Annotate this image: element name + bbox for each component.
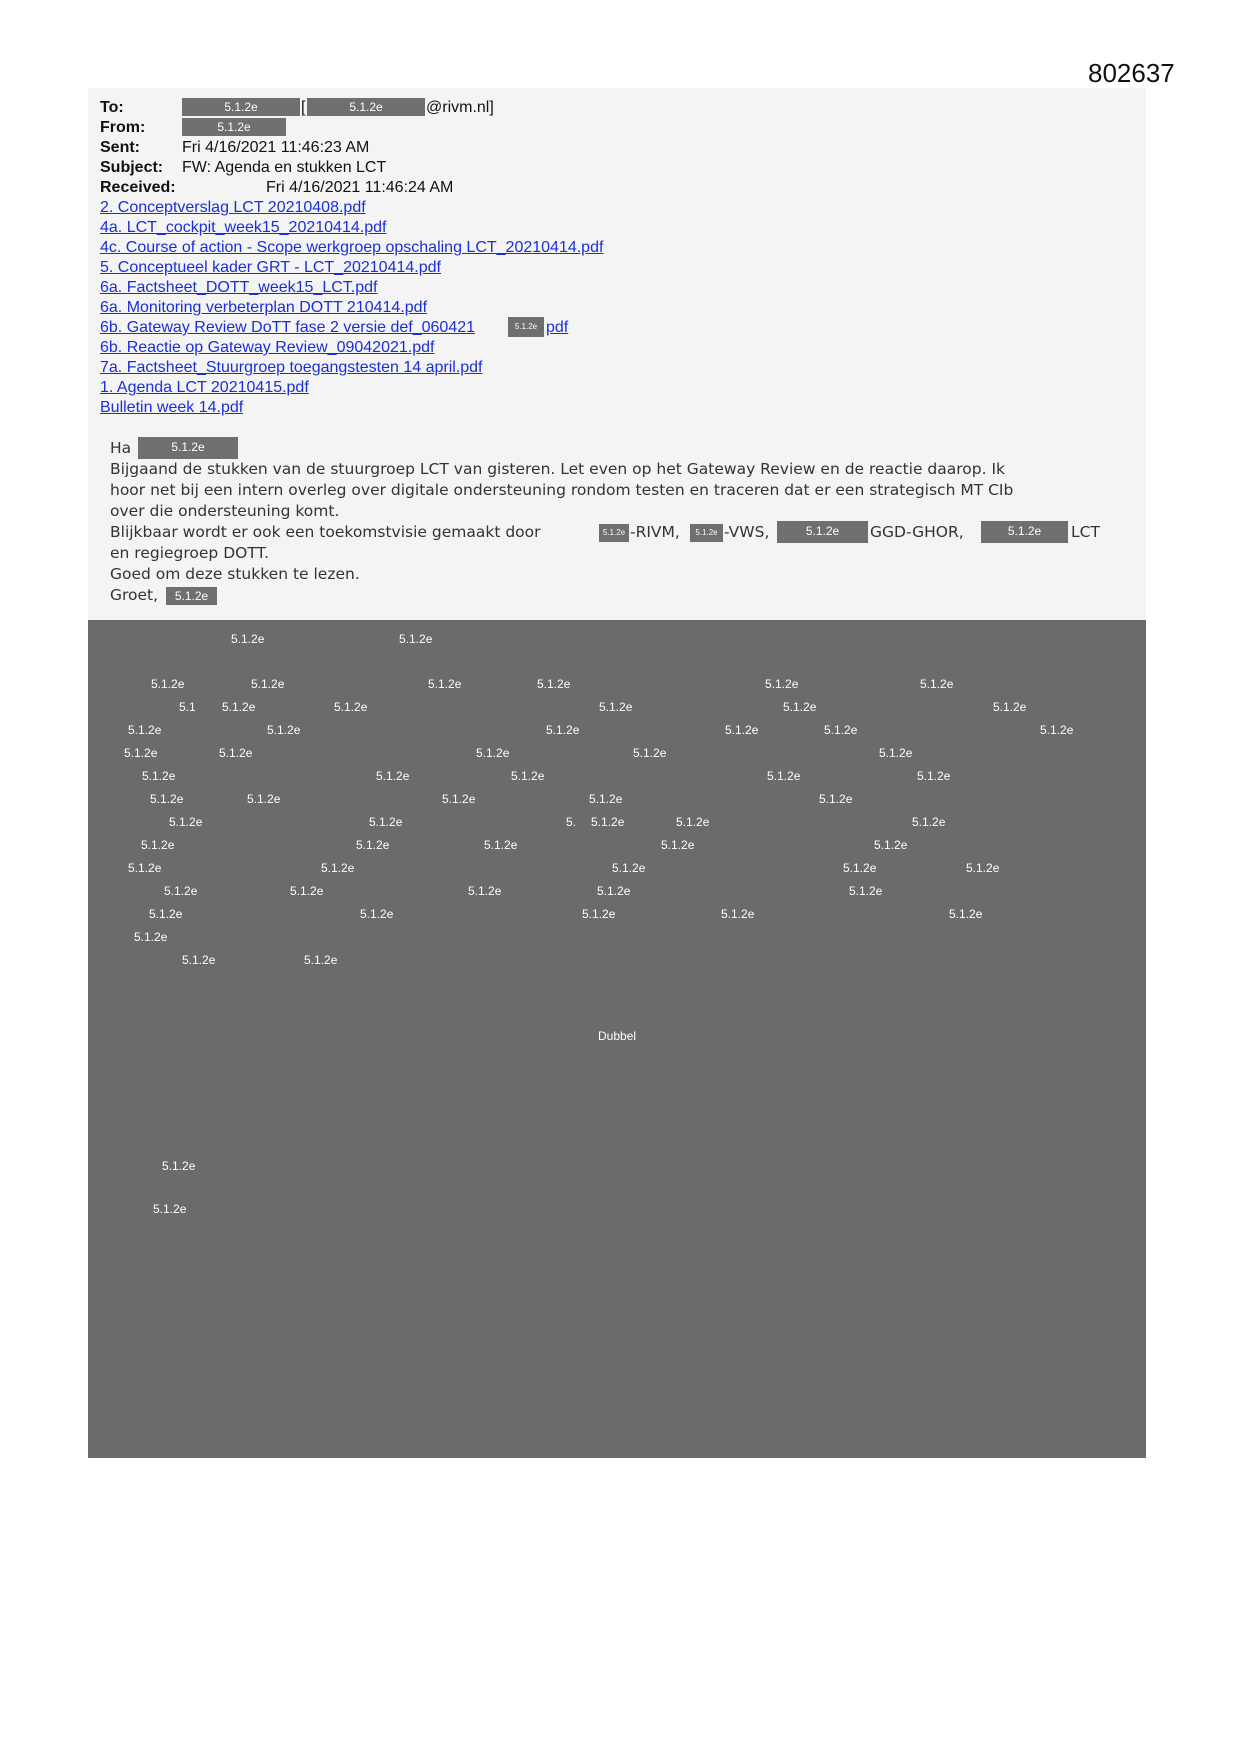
subject-label: Subject: bbox=[100, 159, 164, 176]
attachment-link[interactable]: 4c. Course of action - Scope werkgroep opschaling LCT_20210414.pdf bbox=[100, 239, 604, 256]
redaction-label-partial: 5.1 bbox=[179, 700, 196, 714]
attachment-link[interactable]: 2. Conceptverslag LCT 20210408.pdf bbox=[100, 199, 366, 216]
closing: Groet, bbox=[110, 586, 159, 604]
redaction-label: 5.1.2e bbox=[267, 723, 301, 737]
redaction-label: 5.1.2e bbox=[546, 723, 580, 737]
redaction-label-partial: 5. bbox=[566, 815, 577, 829]
redaction-label: 5.1.2e bbox=[356, 838, 390, 852]
attachment-link[interactable]: Bulletin week 14.pdf bbox=[100, 399, 244, 416]
redaction-label: 5.1.2e bbox=[874, 838, 908, 852]
redaction-label: 5.1.2e bbox=[484, 838, 518, 852]
redaction-label: 5.1.2e bbox=[442, 792, 476, 806]
subject-value: FW: Agenda en stukken LCT bbox=[182, 159, 387, 176]
redaction-label: 5.1.2e bbox=[824, 723, 858, 737]
message-line: over die ondersteuning komt. bbox=[110, 502, 340, 520]
redaction-box: 5.1.2e bbox=[777, 521, 868, 543]
redaction-label: 5.1.2e bbox=[182, 953, 216, 967]
redaction-label: 5.1.2e bbox=[247, 792, 281, 806]
message-line: en regiegroep DOTT. bbox=[110, 544, 270, 562]
redaction-label: 5.1.2e bbox=[162, 1159, 196, 1173]
redaction-box: 5.1.2e bbox=[182, 98, 300, 116]
redaction-label: 5.1.2e bbox=[765, 677, 799, 691]
redaction-label: 5.1.2e bbox=[251, 677, 285, 691]
redaction-label: 5.1.2e bbox=[1040, 723, 1074, 737]
message-line-part: -VWS, bbox=[724, 523, 770, 541]
to-label: To: bbox=[100, 99, 124, 116]
redaction-box: 5.1.2e bbox=[182, 118, 286, 136]
redaction-label: 5.1.2e bbox=[993, 700, 1027, 714]
redaction-label: 5.1.2e bbox=[783, 700, 817, 714]
message-line: Goed om deze stukken te lezen. bbox=[110, 565, 360, 583]
redaction-label: 5.1.2e bbox=[920, 677, 954, 691]
redaction-label: 5.1.2e bbox=[612, 861, 646, 875]
redaction-box: 5.1.2e bbox=[307, 98, 425, 116]
attachment-link[interactable]: 6a. Factsheet_DOTT_week15_LCT.pdf bbox=[100, 279, 378, 296]
from-label: From: bbox=[100, 119, 146, 136]
redaction-label: 5.1.2e bbox=[633, 746, 667, 760]
message-line-part: LCT bbox=[1071, 523, 1100, 541]
attachment-link[interactable]: 6a. Monitoring verbeterplan DOTT 210414.pdf bbox=[100, 299, 428, 316]
redaction-label: 5.1.2e bbox=[128, 723, 162, 737]
redaction-label: 5.1.2e bbox=[141, 838, 175, 852]
redaction-box: 5.1.2e bbox=[981, 521, 1068, 543]
redaction-label: 5.1.2e bbox=[721, 907, 755, 921]
email-header bbox=[100, 98, 800, 198]
message-line: hoor net bij een intern overleg over digitale ondersteuning rondom testen en traceren dat er een strategisch MT CIb bbox=[110, 481, 1014, 499]
sent-value: Fri 4/16/2021 11:46:23 AM bbox=[182, 139, 370, 156]
dubbel-label: Dubbel bbox=[598, 1029, 637, 1043]
redaction-label: 5.1.2e bbox=[819, 792, 853, 806]
redaction-label: 5.1.2e bbox=[149, 907, 183, 921]
redaction-label: 5.1.2e bbox=[428, 677, 462, 691]
redaction-label: 5.1.2e bbox=[151, 677, 185, 691]
redaction-label: 5.1.2e bbox=[511, 769, 545, 783]
redaction-label: 5.1.2e bbox=[219, 746, 253, 760]
received-label: Received: bbox=[100, 179, 176, 196]
received-value: Fri 4/16/2021 11:46:24 AM bbox=[266, 179, 454, 196]
message-line-part: -RIVM, bbox=[630, 523, 680, 541]
redaction-box: 5.1.2e bbox=[138, 437, 238, 459]
redaction-label: 5.1.2e bbox=[591, 815, 625, 829]
redaction-label: 5.1.2e bbox=[231, 632, 265, 646]
redaction-label: 5.1.2e bbox=[676, 815, 710, 829]
to-bracket: [ bbox=[301, 99, 306, 116]
redaction-label: 5.1.2e bbox=[849, 884, 883, 898]
attachment-link[interactable]: 6b. Gateway Review DoTT fase 2 versie def_060421 bbox=[100, 319, 476, 336]
redaction-label: 5.1.2e bbox=[124, 746, 158, 760]
attachment-link[interactable]: 7a. Factsheet_Stuurgroep toegangstesten 14 april.pdf bbox=[100, 359, 483, 376]
redaction-box: 5.1.2e bbox=[599, 524, 629, 542]
redaction-label: 5.1.2e bbox=[537, 677, 571, 691]
redaction-label: 5.1.2e bbox=[334, 700, 368, 714]
sent-label: Sent: bbox=[100, 139, 140, 156]
redaction-label: 5.1.2e bbox=[142, 769, 176, 783]
redaction-label: 5.1.2e bbox=[597, 884, 631, 898]
redaction-label: 5.1.2e bbox=[725, 723, 759, 737]
message-line-part: GGD-GHOR, bbox=[870, 523, 964, 541]
redaction-box: 5.1.2e bbox=[690, 524, 723, 542]
redaction-label: 5.1.2e bbox=[153, 1202, 187, 1216]
document-number: 802637 bbox=[1088, 58, 1175, 88]
redaction-label: 5.1.2e bbox=[222, 700, 256, 714]
message-line: Bijgaand de stukken van de stuurgroep LCT van gisteren. Let even op het Gateway Review en de reactie daarop. Ik bbox=[110, 460, 1006, 478]
redaction-label: 5.1.2e bbox=[661, 838, 695, 852]
redaction-label: 5.1.2e bbox=[164, 884, 198, 898]
redaction-label: 5.1.2e bbox=[399, 632, 433, 646]
redaction-label: 5.1.2e bbox=[843, 861, 877, 875]
attachment-link[interactable]: 1. Agenda LCT 20210415.pdf bbox=[100, 379, 309, 396]
redaction-label: 5.1.2e bbox=[290, 884, 324, 898]
attachment-link[interactable]: 6b. Reactie op Gateway Review_09042021.pdf bbox=[100, 339, 435, 356]
redaction-label: 5.1.2e bbox=[134, 930, 168, 944]
redaction-label: 5.1.2e bbox=[589, 792, 623, 806]
redaction-label: 5.1.2e bbox=[360, 907, 394, 921]
redaction-label: 5.1.2e bbox=[912, 815, 946, 829]
redaction-label: 5.1.2e bbox=[128, 861, 162, 875]
redaction-label: 5.1.2e bbox=[767, 769, 801, 783]
redaction-label: 5.1.2e bbox=[879, 746, 913, 760]
redaction-label: 5.1.2e bbox=[949, 907, 983, 921]
redaction-label: 5.1.2e bbox=[966, 861, 1000, 875]
redacted-content-block bbox=[88, 620, 1146, 1458]
redaction-label: 5.1.2e bbox=[582, 907, 616, 921]
redaction-label: 5.1.2e bbox=[468, 884, 502, 898]
attachment-link[interactable]: 5. Conceptueel kader GRT - LCT_20210414.pdf bbox=[100, 259, 441, 276]
redaction-box: 5.1.2e bbox=[508, 317, 544, 337]
redaction-label: 5.1.2e bbox=[917, 769, 951, 783]
redaction-label: 5.1.2e bbox=[169, 815, 203, 829]
redaction-label: 5.1.2e bbox=[304, 953, 338, 967]
message-line-part: Blijkbaar wordt er ook een toekomstvisie gemaakt door bbox=[110, 523, 541, 541]
redaction-label: 5.1.2e bbox=[150, 792, 184, 806]
redaction-label: 5.1.2e bbox=[376, 769, 410, 783]
greeting: Ha bbox=[110, 439, 132, 457]
redaction-box: 5.1.2e bbox=[166, 587, 217, 605]
redaction-label: 5.1.2e bbox=[369, 815, 403, 829]
redaction-label: 5.1.2e bbox=[476, 746, 510, 760]
attachment-link[interactable]: 4a. LCT_cockpit_week15_20210414.pdf bbox=[100, 219, 387, 236]
attachment-link-suffix[interactable]: pdf bbox=[546, 319, 569, 336]
redaction-label: 5.1.2e bbox=[321, 861, 355, 875]
to-suffix: @rivm.nl] bbox=[426, 99, 494, 116]
redaction-label: 5.1.2e bbox=[599, 700, 633, 714]
